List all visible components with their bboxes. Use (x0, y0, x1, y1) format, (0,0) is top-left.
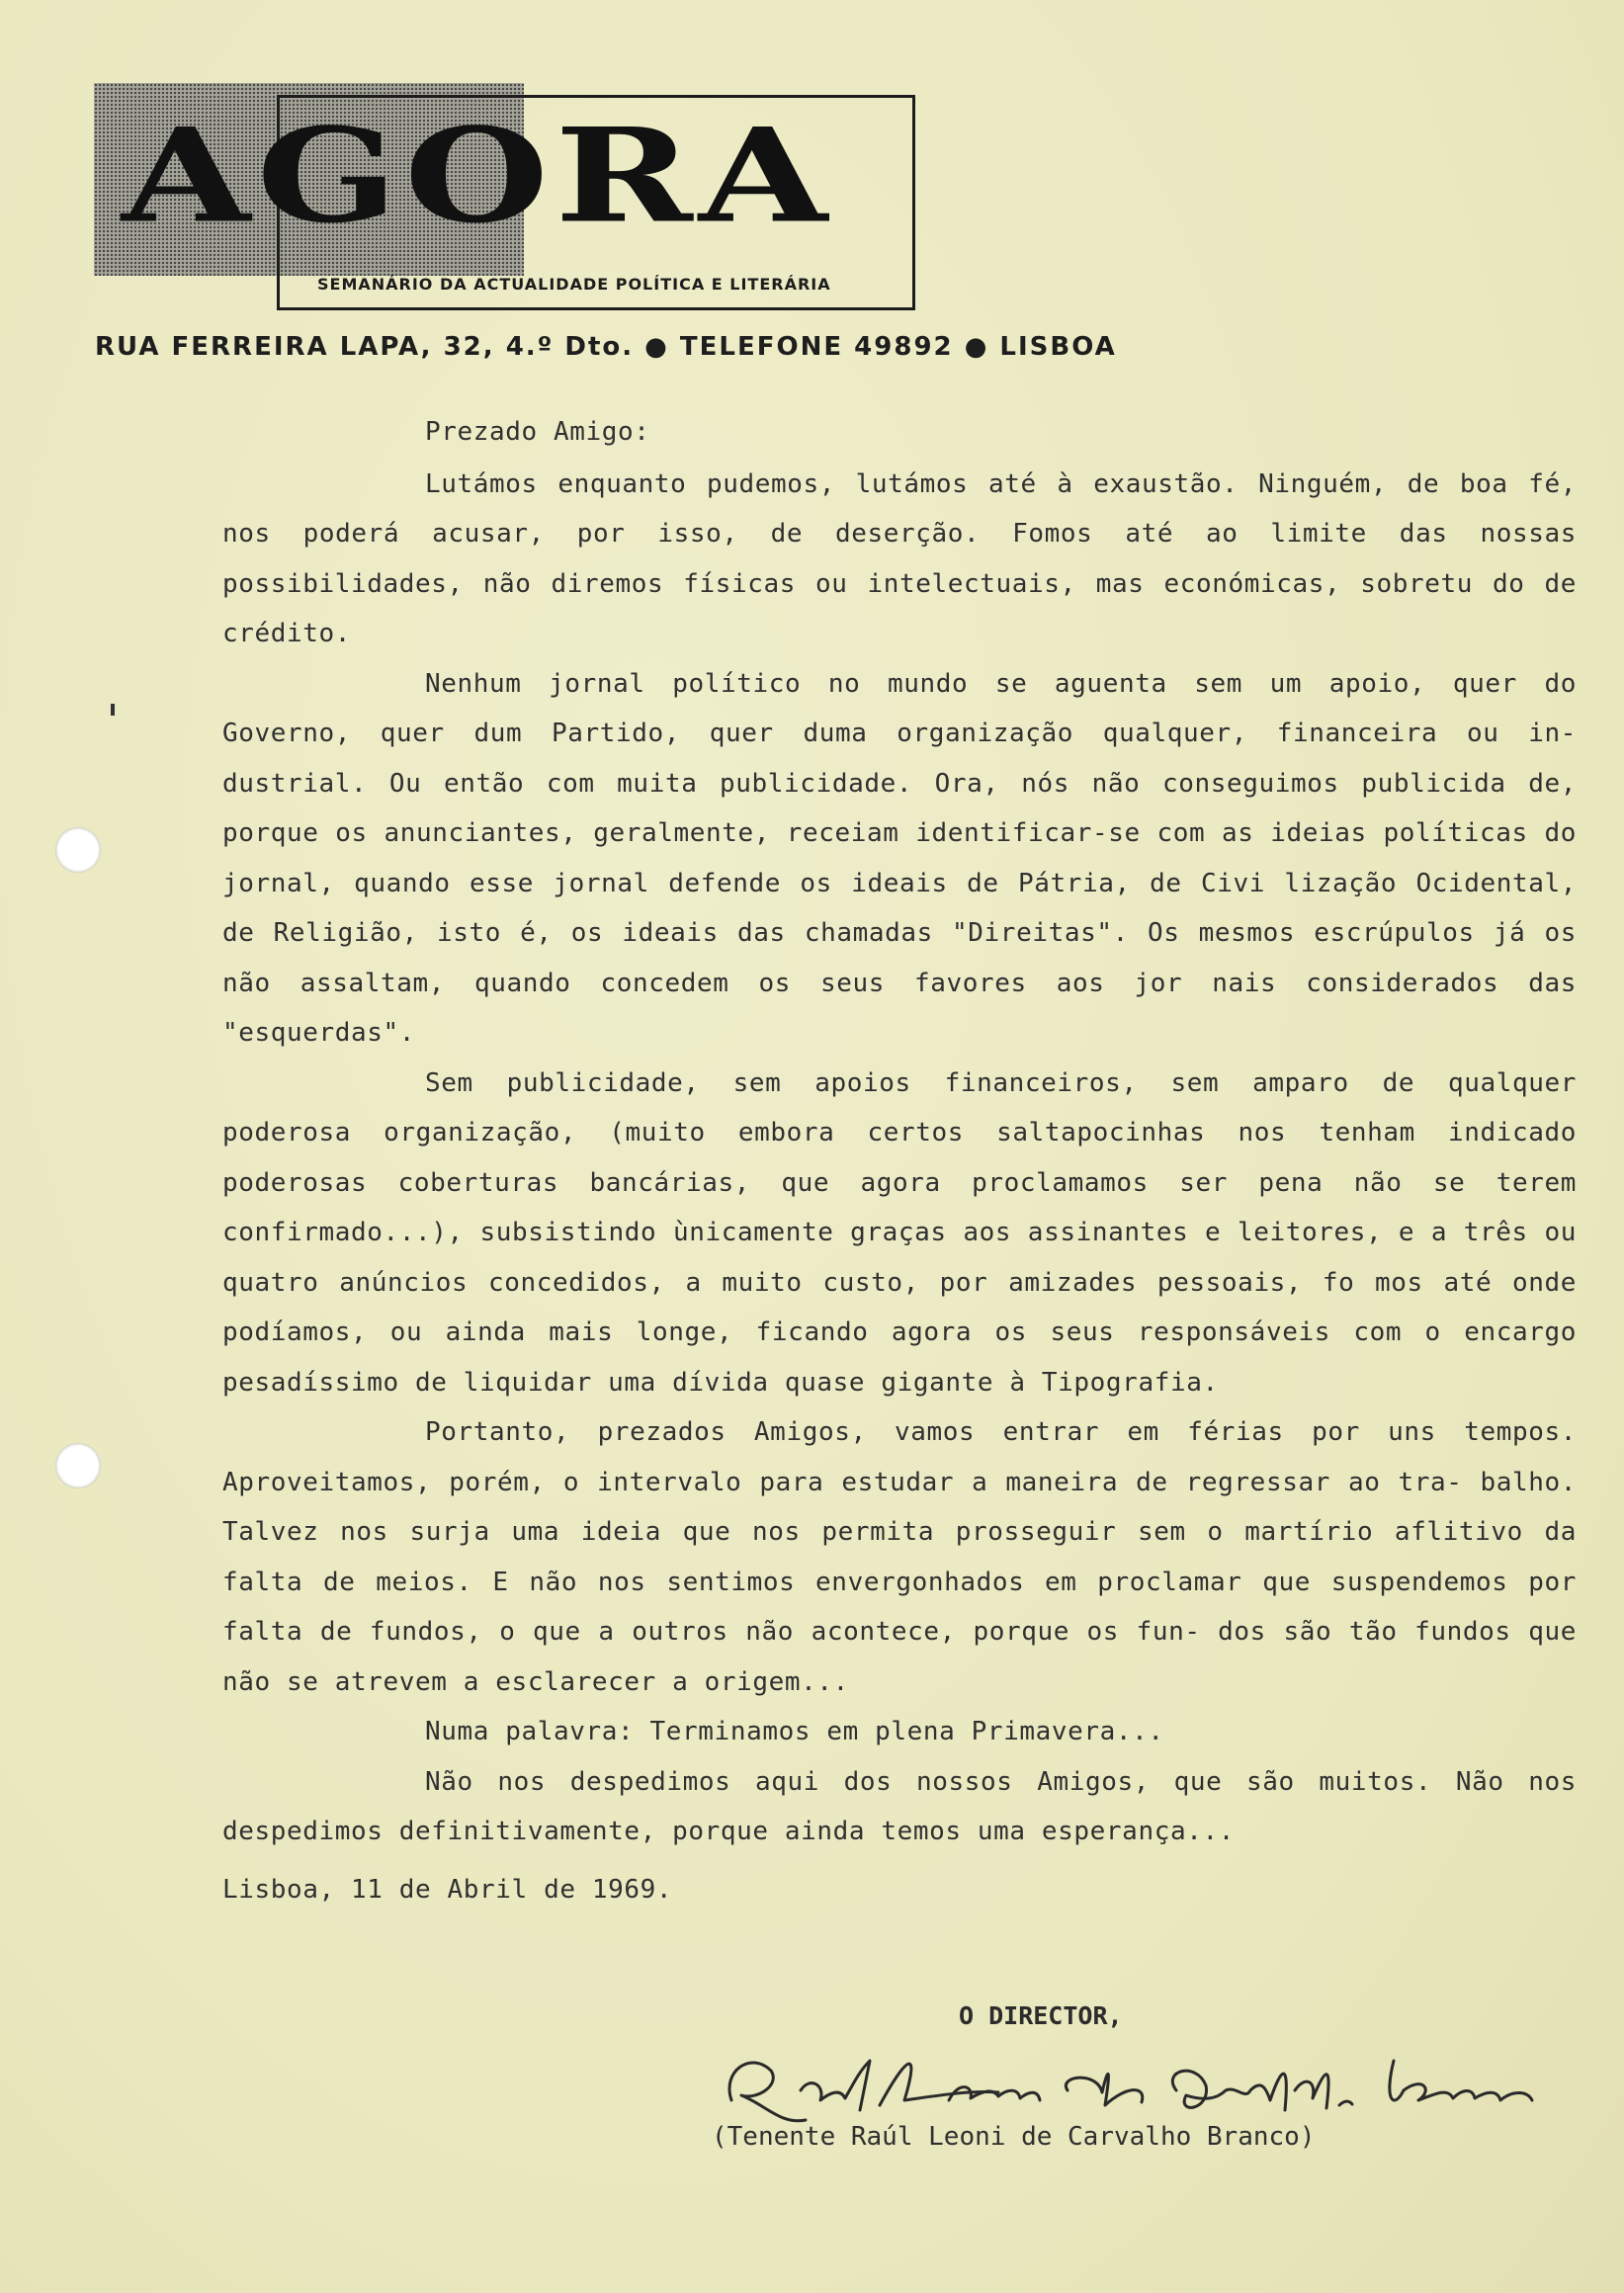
newspaper-logo: AGORA (122, 99, 834, 252)
signer-title: O DIRECTOR, (959, 2001, 1123, 2030)
signer-printed-name: (Tenente Raúl Leoni de Carvalho Branco) (712, 2122, 1316, 2152)
paragraph-2: Nenhum jornal político no mundo se aguenta sem um apoio, quer do Governo, quer dum Partido, quer duma organização qualquer, financeira ou in- dustrial. Ou então com muita publicidade. Ora, nós não conseguimos publicida de, porque os anunciantes, geralmente, receiam identificar-se com as ideias políticas do jornal, quando esse jornal defende os ideais de Pátria, de Civi lização Ocidental, de Religião, isto é, os ideais das chamadas "Direitas". Os mesmos escrúpulos já os não assaltam, quando concedem os seus favores aos jor nais considerados das "esquerdas". (222, 668, 1577, 1048)
paragraph-6: Não nos despedimos aqui dos nossos Amigos, que são muitos. Não nos despedimos definitivamente, porque ainda temos uma esperança... (222, 1766, 1577, 1846)
salutation: Prezado Amigo: (425, 417, 650, 447)
newspaper-tagline: SEMANÁRIO DA ACTUALIDADE POLÍTICA E LITERÁRIA (317, 275, 831, 294)
paragraph-5: Numa palavra: Terminamos em plena Primavera... (425, 1717, 1164, 1746)
punch-hole-bottom (55, 1443, 101, 1488)
ink-mark (111, 704, 115, 716)
paragraph-1: Lutámos enquanto pudemos, lutámos até à exaustão. Ninguém, de boa fé, nos poderá acusar, por isso, de deserção. Fomos até ao limite das nossas possibilidades, não diremos físicas ou intelectuais, mas económicas, sobretu do de crédito. (222, 468, 1577, 648)
paragraph-4: Portanto, prezados Amigos, vamos entrar em férias por uns tempos. Aproveitamos, porém, o intervalo para estudar a maneira de regressar ao tra- balho. Talvez nos surja uma ideia que nos permita prosseguir sem o martírio aflitivo da falta de meios. E não nos sentimos envergonhados em proclamar que suspendemos por falta de fundos, o que a outros não acontece, porque os fun- dos são tão fundos que não se atrevem a esclarecer a origem... (222, 1417, 1577, 1697)
paragraph-3: Sem publicidade, sem apoios financeiros, sem amparo de qualquer poderosa organização, (muito embora certos saltapocinhas nos tenham indicado poderosas coberturas bancárias, que agora proclamamos ser pena não se terem confirmado...), subsistindo ùnicamente graças aos assinantes e leitores, e a três ou quatro anúncios concedidos, a muito custo, por amizades pessoais, fo mos até onde podíamos, ou ainda mais longe, ficando agora os seus responsáveis com o encargo pesadíssimo de liquidar uma dívida quase gigante à Tipografia. (222, 1067, 1577, 1398)
punch-hole-top (55, 827, 101, 873)
letter-date: Lisboa, 11 de Abril de 1969. (222, 1874, 673, 1905)
letter-body (222, 407, 1577, 1914)
newspaper-address: RUA FERREIRA LAPA, 32, 4.º Dto. ● TELEFONE 49892 ● LISBOA (95, 332, 1117, 362)
masthead (94, 83, 914, 306)
